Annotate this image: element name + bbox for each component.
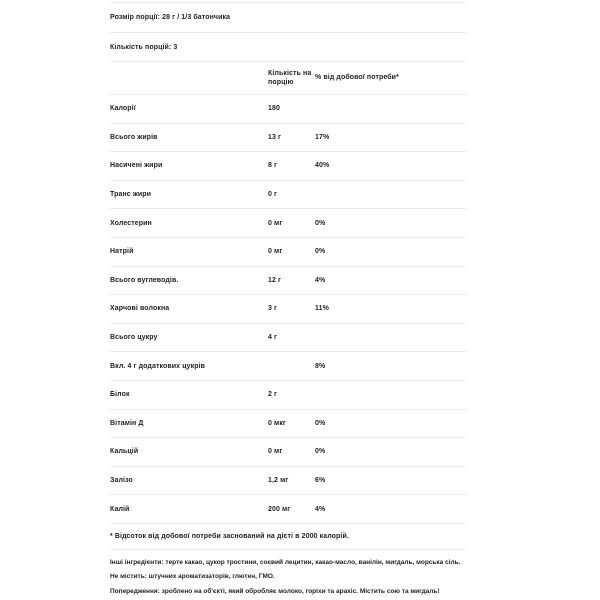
row-amount: 0 мг [268,248,283,256]
row-amount: 4 г [268,334,278,342]
row-label: Насичені жири [110,162,163,170]
row-label: Натрій [110,248,134,256]
footer-line: Інші інгредієнти: терте какао, цукор тростини, соєвий лецитин, какао-масло, ванілін, мигдаль, морська сіль. [110,558,461,566]
table-row [110,324,466,353]
table-row [110,181,466,210]
row-label: Білок [110,391,130,399]
daily-value-footnote-row [110,524,466,550]
serving-size-row [110,3,466,33]
serving-size-text: Розмір порції: 28 г / 1/3 батончика [110,14,231,21]
row-percent: 40% [315,162,330,170]
row-percent: 11% [315,305,329,313]
header-daily-value: % від добової потреби* [315,74,399,82]
row-label: Кальцій [110,448,139,456]
row-amount: 0 мг [268,219,283,227]
row-amount: 1,2 мг [268,477,289,485]
row-label: Вітамін Д [110,419,144,427]
footer-line: Попередження: зроблено на об'єкті, який обробляє молоко, горіхи та арахіс. Містить сою та мигдаль! [110,587,440,595]
nutrition-rows [110,95,466,524]
row-label: Калорії [110,105,136,113]
row-amount: 2 г [268,391,278,399]
row-label: Вкл. 4 г додаткових цукрів [110,362,206,370]
row-amount: 0 мг [268,448,283,456]
table-row [110,467,466,496]
row-label: Транс жири [110,191,152,199]
row-amount: 12 г [268,276,282,284]
row-label: Всього вуглеводів. [110,276,179,284]
row-percent: 0% [315,419,326,427]
table-row [110,124,466,153]
row-label: Всього цукру [110,334,158,342]
row-amount: 0 мкг [268,419,286,427]
row-percent: 0% [315,219,326,227]
table-header-row [110,62,466,95]
row-percent: 17% [315,133,330,141]
table-row [110,267,466,296]
nutrition-facts-panel [110,2,466,599]
table-row [110,438,466,467]
table-row [110,410,466,439]
table-row [110,495,466,524]
servings-count-text: Кількість порцій: 3 [110,43,178,51]
footer-notes [110,550,466,600]
row-percent: 0% [315,448,326,456]
footer-line: Не містить: штучних ароматизаторів, глютен, ГМО. [110,573,275,581]
row-amount: 8 г [268,162,278,170]
row-amount: 13 г [268,133,282,141]
table-row [110,95,466,124]
row-percent: 4% [315,276,326,284]
row-amount: 0 г [268,191,278,199]
table-row [110,352,466,381]
table-row [110,209,466,238]
row-label: Калій [110,505,130,513]
row-amount: 3 г [268,305,278,313]
header-amount-per-serving: Кількість на порцію [268,69,312,86]
row-percent: 4% [315,505,326,513]
table-row [110,381,466,410]
table-row [110,152,466,181]
row-label: Харчові волокна [110,305,170,313]
row-label: Холестерин [110,219,152,227]
daily-value-footnote: * Відсоток від добової потреби заснований на дієті в 2000 калорій. [110,532,349,540]
row-percent: 8% [315,362,326,370]
row-label: Всього жирів [110,133,158,141]
row-amount: 200 мг [268,505,291,513]
table-row [110,295,466,324]
row-label: Залізо [110,477,133,485]
table-row [110,238,466,267]
servings-count-row [110,33,466,62]
row-amount: 180 [268,105,280,113]
row-percent: 6% [315,477,326,485]
row-percent: 0% [315,248,326,256]
